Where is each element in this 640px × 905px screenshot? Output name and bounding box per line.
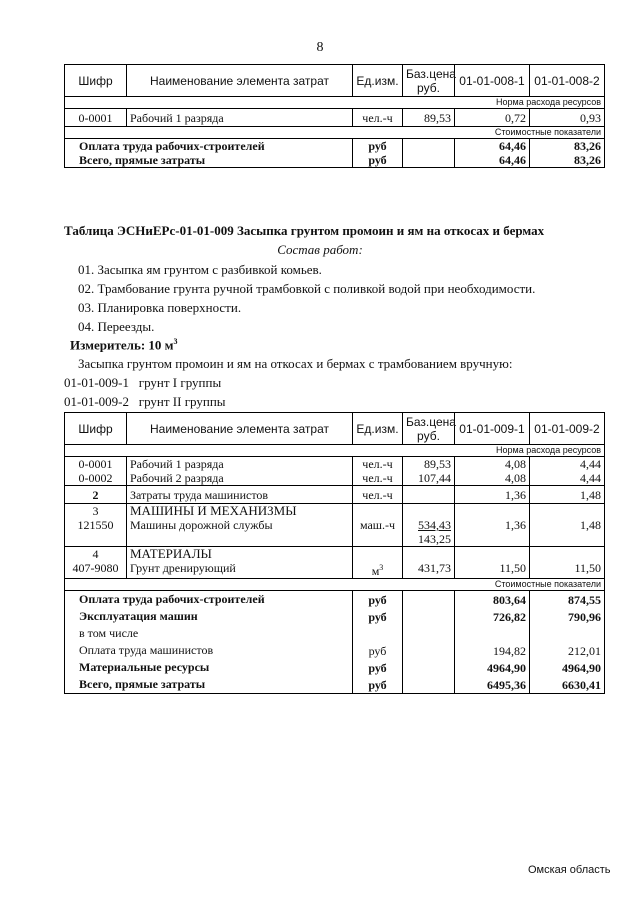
cost-table-008 [64, 64, 605, 168]
row-name: Рабочий 1 разряда [127, 457, 353, 472]
item-text: грунт II группы [138, 394, 226, 409]
header-col2: 01-01-008-2 [530, 65, 605, 97]
table-row [65, 547, 605, 579]
row-unit: руб [353, 659, 403, 676]
table-row [65, 109, 605, 127]
row-name: Оплата труда машинистов [65, 642, 353, 659]
measure-unit [70, 337, 178, 353]
row-v2: 0,93 [530, 109, 605, 127]
table-row [65, 676, 605, 694]
row-v2: 83,26 [530, 139, 605, 154]
table-row [65, 457, 605, 472]
item-code: 01-01-009-2 [64, 394, 129, 409]
header-col2: 01-01-009-2 [530, 413, 605, 445]
row-v1: 1,36 [455, 486, 530, 504]
machines-name: Машины дорожной службы [130, 518, 273, 532]
table-row [65, 625, 605, 642]
header-name: Наименование элемента затрат [127, 413, 353, 445]
header-code: Шифр [65, 413, 127, 445]
row-v2: 11,50 [530, 547, 605, 579]
materials-code: 407-9080 [72, 561, 119, 575]
cost-label: Стоимостные показатели [65, 127, 605, 139]
materials-code-cell [65, 547, 127, 579]
row-v2: 4,44 [530, 471, 605, 486]
row-name: Материальные ресурсы [65, 659, 353, 676]
materials-name-cell [127, 547, 353, 579]
row-v1: 4,08 [455, 457, 530, 472]
row-code: 0-0001 [65, 457, 127, 472]
row-price: 431,73 [403, 547, 455, 579]
materials-unit: м [371, 564, 380, 578]
description: Засыпка грунтом промоин и ям на откосах и бермах с трамбованием вручную: [78, 356, 513, 371]
row-v1: 0,72 [455, 109, 530, 127]
measure-sup: 3 [173, 337, 178, 346]
row-v2: 83,26 [530, 153, 605, 168]
table-row [65, 504, 605, 547]
header-name: Наименование элемента затрат [127, 65, 353, 97]
work-item: 02. Трамбование грунта ручной трамбовкой с поливкой водой при необходимости. [78, 281, 536, 296]
row-unit: руб [353, 642, 403, 659]
work-item: 03. Планировка поверхности. [78, 300, 242, 315]
header-code: Шифр [65, 65, 127, 97]
table-row [65, 139, 605, 154]
machines-price-cell [403, 504, 455, 547]
machines-heading: МАШИНЫ И МЕХАНИЗМЫ [130, 503, 297, 518]
row-name: Эксплуатация машин [65, 608, 353, 625]
row-v2: 1,48 [530, 504, 605, 547]
row-name: в том числе [65, 625, 353, 642]
header-unit: Ед.изм. [353, 413, 403, 445]
header-col1: 01-01-009-1 [455, 413, 530, 445]
table-row [65, 153, 605, 168]
row-unit: чел.-ч [353, 109, 403, 127]
row-v1: 1,36 [455, 504, 530, 547]
row-name: Всего, прямые затраты [65, 153, 353, 168]
header-unit: Ед.изм. [353, 65, 403, 97]
machines-price1: 534,43 [418, 518, 451, 532]
row-name: Рабочий 1 разряда [127, 109, 353, 127]
row-v2: 1,48 [530, 486, 605, 504]
machines-price2: 143,25 [418, 532, 451, 546]
row-v2: 212,01 [530, 642, 605, 659]
table-row [65, 471, 605, 486]
header-base-price: Баз.цена руб. [403, 413, 455, 445]
row-unit: чел.-ч [353, 486, 403, 504]
item-line [64, 394, 226, 410]
section-subtitle: Состав работ: [277, 242, 363, 257]
work-item: 01. Засыпка ям грунтом с разбивкой комьев. [78, 262, 322, 277]
row-price: 107,44 [403, 471, 455, 486]
row-price: 89,53 [403, 109, 455, 127]
machines-num: 3 [92, 504, 99, 518]
row-name: Оплата труда рабочих-строителей [65, 591, 353, 609]
table-row [65, 486, 605, 504]
header-base-price: Баз.цена руб. [403, 65, 455, 97]
row-unit: чел.-ч [353, 457, 403, 472]
row-v1: 4,08 [455, 471, 530, 486]
row-unit: руб [353, 676, 403, 694]
materials-unit-cell [353, 547, 403, 579]
table-header [65, 65, 605, 97]
row-v1: 4964,90 [455, 659, 530, 676]
row-v1: 6495,36 [455, 676, 530, 694]
cost-table-009 [64, 412, 605, 694]
section-title: Таблица ЭСНиЕРс-01-01-009 Засыпка грунтом промоин и ям на откосах и бермах [64, 223, 545, 238]
row-unit: руб [353, 139, 403, 154]
row-v2: 874,55 [530, 591, 605, 609]
item-code: 01-01-009-1 [64, 375, 129, 390]
row-v1: 194,82 [455, 642, 530, 659]
materials-unit-sup: 3 [379, 563, 384, 572]
machines-code-cell [65, 504, 127, 547]
row-v2: 790,96 [530, 608, 605, 625]
work-item: 04. Переезды. [78, 319, 155, 334]
table-row [65, 608, 605, 625]
materials-name: Грунт дренирующий [130, 561, 236, 575]
table-row [65, 591, 605, 609]
row-name: Всего, прямые затраты [65, 676, 353, 694]
footer-region: Омская область [528, 864, 611, 876]
norm-label: Норма расхода ресурсов [65, 97, 605, 109]
row-code: 0-0002 [65, 471, 127, 486]
row-name: Затраты труда машинистов [127, 486, 353, 504]
row-v1: 11,50 [455, 547, 530, 579]
machines-code: 121550 [77, 518, 114, 532]
row-unit: руб [353, 153, 403, 168]
row-name: Оплата труда рабочих-строителей [65, 139, 353, 154]
row-price: 89,53 [403, 457, 455, 472]
measure-label: Измеритель: 10 м [70, 337, 174, 353]
row-code: 2 [65, 486, 127, 504]
item-line [64, 375, 221, 391]
row-v1: 64,46 [455, 139, 530, 154]
row-code: 0-0001 [65, 109, 127, 127]
materials-heading: МАТЕРИАЛЫ [130, 546, 212, 561]
header-col1: 01-01-008-1 [455, 65, 530, 97]
row-v2: 6630,41 [530, 676, 605, 694]
table-row [65, 659, 605, 676]
row-v1: 726,82 [455, 608, 530, 625]
row-v2: 4964,90 [530, 659, 605, 676]
row-v2: 4,44 [530, 457, 605, 472]
row-v1: 64,46 [455, 153, 530, 168]
page-number: 8 [316, 40, 324, 55]
row-unit: чел.-ч [353, 471, 403, 486]
materials-num: 4 [92, 547, 99, 561]
row-v1: 803,64 [455, 591, 530, 609]
machines-name-cell [127, 504, 353, 547]
item-text: грунт I группы [138, 375, 222, 390]
row-unit: маш.-ч [353, 504, 403, 547]
norm-label: Норма расхода ресурсов [65, 445, 605, 457]
cost-label: Стоимостные показатели [65, 579, 605, 591]
table-row [65, 642, 605, 659]
row-unit: руб [353, 591, 403, 609]
row-name: Рабочий 2 разряда [127, 471, 353, 486]
table-header [65, 413, 605, 445]
row-unit: руб [353, 608, 403, 625]
